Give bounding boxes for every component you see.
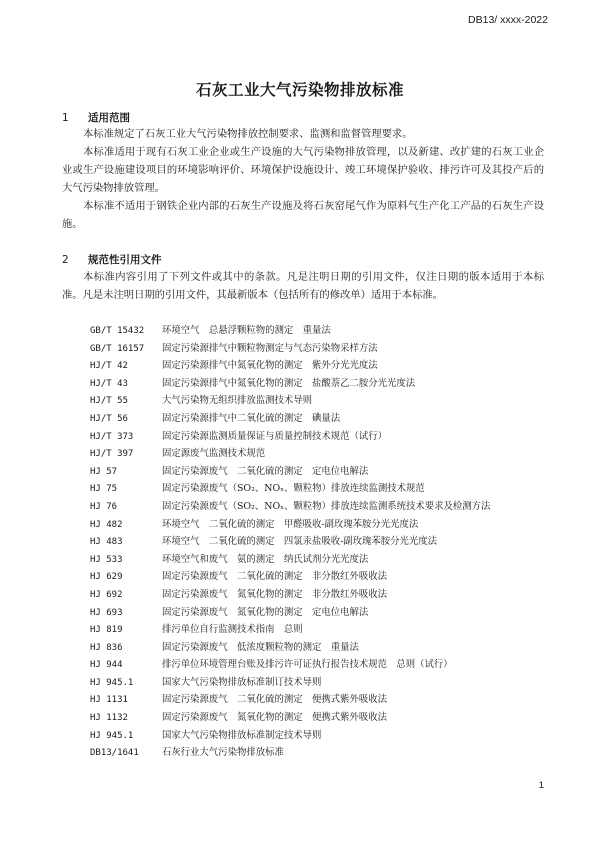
reference-code: HJ 1131 [90, 695, 128, 706]
reference-code: HJ 75 [90, 484, 118, 495]
reference-item [90, 604, 490, 622]
reference-code: HJ/T 373 [90, 431, 134, 442]
reference-item [90, 621, 490, 639]
reference-title: 固定污染源废气 二氧化硫的测定 非分散红外吸收法 [162, 571, 388, 583]
section-2-title: 规范性引用文件 [88, 254, 162, 266]
reference-code: HJ 945.1 [90, 730, 134, 741]
reference-item [90, 691, 490, 709]
section-2-number: 2 [62, 254, 69, 266]
reference-title: 固定污染源排气中二氧化硫的测定 碘量法 [162, 412, 341, 424]
reference-title: 固定污染源排气中颗粒物测定与气态污染物采样方法 [162, 342, 378, 354]
reference-code: HJ 483 [90, 537, 123, 548]
reference-item [90, 744, 490, 762]
reference-item [90, 656, 490, 674]
reference-item [90, 586, 490, 604]
reference-item [90, 410, 490, 428]
reference-title: 环境空气 二氧化硫的测定 甲醛吸收-副玫瑰苯胺分光光度法 [162, 518, 419, 530]
reference-code: GB/T 16157 [90, 343, 145, 354]
reference-title: 环境空气 总悬浮颗粒物的测定 重量法 [162, 325, 331, 336]
reference-title: 国家大气污染物排放标准制定技术导则 [162, 729, 322, 741]
reference-code: GB/T 15432 [90, 326, 145, 336]
reference-code: HJ 693 [90, 607, 123, 618]
reference-title: 环境空气 二氧化硫的测定 四氯汞盐吸收-副玫瑰苯胺分光光度法 [162, 536, 438, 548]
reference-list [90, 322, 490, 762]
reference-title: 环境空气和废气 氨的测定 纳氏试剂分光光度法 [162, 553, 369, 565]
reference-item [90, 392, 490, 410]
reference-item [90, 639, 490, 657]
reference-item [90, 357, 490, 375]
reference-code: HJ 819 [90, 625, 123, 636]
reference-code: HJ 57 [90, 466, 118, 477]
page-number: 1 [538, 780, 544, 791]
reference-item [90, 340, 490, 358]
reference-code: HJ 692 [90, 589, 123, 600]
reference-title: 固定污染源废气 二氧化硫的测定 定电位电解法 [162, 465, 369, 477]
reference-title: 固定污染源废气 低浓度颗粒物的测定 重量法 [162, 641, 359, 653]
reference-title: 固定源废气监测技术规范 [162, 448, 266, 460]
reference-item [90, 551, 490, 569]
reference-title: 大气污染物无组织排放监测技术导则 [162, 395, 313, 407]
reference-item [90, 709, 490, 727]
reference-code: HJ 482 [90, 519, 123, 530]
reference-code: HJ 944 [90, 660, 123, 671]
reference-title: 固定污染源废气 二氧化硫的测定 便携式紫外吸收法 [162, 694, 388, 706]
reference-code: HJ 629 [90, 572, 123, 583]
reference-item [90, 463, 490, 481]
document-title: 石灰工业大气污染物排放标准 [195, 81, 404, 99]
reference-code: HJ/T 397 [90, 449, 134, 460]
reference-code: HJ 945.1 [90, 677, 134, 688]
reference-title: 石灰行业大气污染物排放标准 [162, 747, 284, 759]
reference-title: 固定污染源排气中氮氧化物的测定 紫外分光光度法 [162, 360, 378, 372]
section-2-paragraph-1: 本标准内容引用了下列文件或其中的条款。凡是注明日期的引用文件，仅注日期的版本适用于本标准。凡是未注明日期的引用文件，其最新版本（包括所有的修改单）适用于本标准。 [62, 271, 544, 301]
reference-item [90, 445, 490, 463]
section-1-number: 1 [62, 112, 69, 124]
reference-title: 固定污染源监测质量保证与质量控制技术规范（试行） [162, 430, 388, 442]
reference-title: 固定污染源废气 氮氧化物的测定 便携式紫外吸收法 [162, 712, 388, 724]
reference-item [90, 674, 490, 692]
reference-title: 排污单位自行监测技术指南 总则 [162, 624, 303, 636]
reference-item [90, 498, 490, 516]
reference-item [90, 480, 490, 498]
reference-code: HJ/T 56 [90, 413, 128, 424]
reference-code: HJ 76 [90, 501, 118, 512]
reference-title: 排污单位环境管理台账及排污许可证执行报告技术规范 总则（试行） [162, 659, 453, 671]
reference-item [90, 375, 490, 393]
section-1-paragraph-2: 本标准适用于现有石灰工业企业或生产设施的大气污染物排放管理，以及新建、改扩建的石灰工业企业或生产设施建设项目的环境影响评价、环境保护设施设计、竣工环境保护验收、排污许可及其投产后的大气污染物排放管理。 [62, 146, 544, 194]
document-code: DB13/ xxxx-2022 [468, 14, 548, 26]
reference-code: HJ/T 43 [90, 378, 128, 389]
reference-title: 固定污染源废气（SO₂、NOₓ、颗粒物）排放连续监测系统技术要求及检测方法 [162, 500, 491, 512]
reference-item [90, 322, 490, 340]
reference-item [90, 533, 490, 551]
reference-code: HJ/T 55 [90, 396, 128, 407]
reference-title: 固定污染源废气 氮氧化物的测定 定电位电解法 [162, 606, 369, 618]
section-1-heading [62, 110, 130, 125]
reference-item [90, 516, 490, 534]
reference-code: DB13/1641 [90, 748, 139, 759]
reference-title: 国家大气污染物排放标准制订技术导则 [162, 676, 322, 688]
reference-title: 固定污染源排气中氮氧化物的测定 盐酸萘乙二胺分光光度法 [162, 377, 416, 389]
reference-item [90, 428, 490, 446]
reference-title: 固定污染源废气 氮氧化物的测定 非分散红外吸收法 [162, 588, 388, 600]
reference-code: HJ 533 [90, 554, 123, 565]
reference-code: HJ/T 42 [90, 361, 128, 372]
section-1-paragraph-3: 本标准不适用于钢铁企业内部的石灰生产设施及将石灰窑尾气作为原料气生产化工产品的石灰生产设施。 [62, 200, 544, 230]
reference-title: 固定污染源废气（SO₂、NOₓ、颗粒物）排放连续监测技术规范 [162, 483, 425, 495]
reference-item [90, 727, 490, 745]
reference-code: HJ 836 [90, 642, 123, 653]
section-2-heading [62, 252, 162, 267]
reference-item [90, 568, 490, 586]
section-1-paragraph-1: 本标准规定了石灰工业大气污染物排放控制要求、监测和监督管理要求。 [83, 128, 413, 140]
section-1-title: 适用范围 [88, 112, 130, 124]
reference-code: HJ 1132 [90, 713, 128, 724]
